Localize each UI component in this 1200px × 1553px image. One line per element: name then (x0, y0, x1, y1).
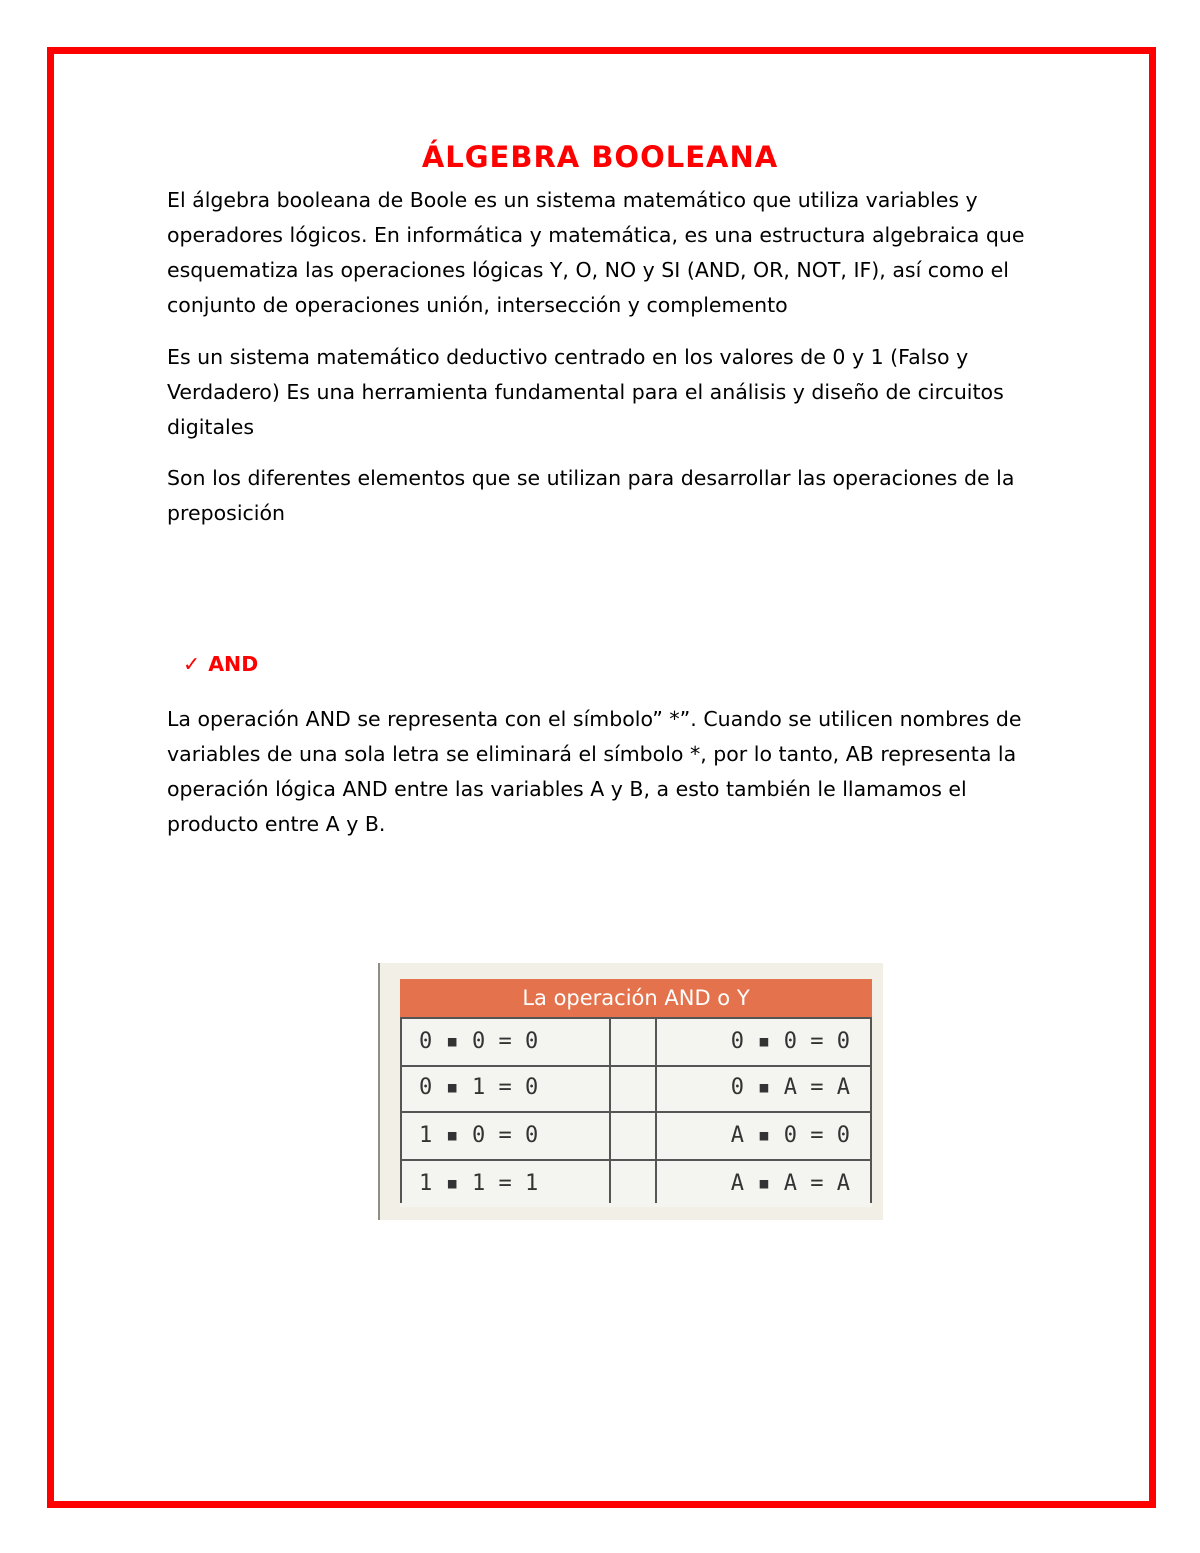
table-cell-left: 0 ▪ 1 = 0 (419, 1075, 539, 1100)
table-cell-left: 0 ▪ 0 = 0 (419, 1029, 539, 1054)
table-cell-right: 0 ▪ 0 = 0 (730, 1029, 850, 1054)
and-table-image (378, 963, 883, 1220)
table-cell-left: 1 ▪ 1 = 1 (419, 1171, 539, 1196)
check-mark-icon: ✓ (183, 652, 201, 676)
table-cell-left: 1 ▪ 0 = 0 (419, 1123, 539, 1148)
table-row (400, 1161, 872, 1207)
and-section-heading (183, 652, 258, 676)
page-title: ÁLGEBRA BOOLEANA (421, 140, 779, 174)
table-row (400, 1017, 872, 1067)
table-cell-right: 0 ▪ A = A (730, 1075, 850, 1100)
table-row (400, 1113, 872, 1161)
elements-paragraph: Son los diferentes elementos que se utilizan para desarrollar las operaciones de la preposición (167, 466, 1015, 525)
definition-paragraph: Es un sistema matemático deductivo centrado en los valores de 0 y 1 (Falso y Verdadero) Es una herramienta fundamental para el análisis y diseño de circuitos digitales (167, 345, 1004, 439)
table-cell-right: A ▪ A = A (730, 1171, 850, 1196)
and-truth-table (400, 979, 872, 1207)
and-table-header: La operación AND o Y (400, 979, 872, 1017)
and-heading-label: AND (208, 652, 259, 676)
table-cell-right: A ▪ 0 = 0 (730, 1123, 850, 1148)
and-description-paragraph: La operación AND se representa con el símbolo” *”. Cuando se utilicen nombres de variables de una sola letra se eliminará el símbolo *, por lo tanto, AB representa la operación lógica AND entre las variables A y B, a esto también le llamamos el producto entre A y B. (167, 707, 1022, 836)
table-row (400, 1065, 872, 1113)
intro-paragraph: El álgebra booleana de Boole es un sistema matemático que utiliza variables y operadores lógicos. En informática y matemática, es una estructura algebraica que esquematiza las operaciones lógicas Y, O, NO y SI (AND, OR, NOT, IF), así como el conjunto de operaciones unión, intersección y complemento (167, 188, 1025, 317)
